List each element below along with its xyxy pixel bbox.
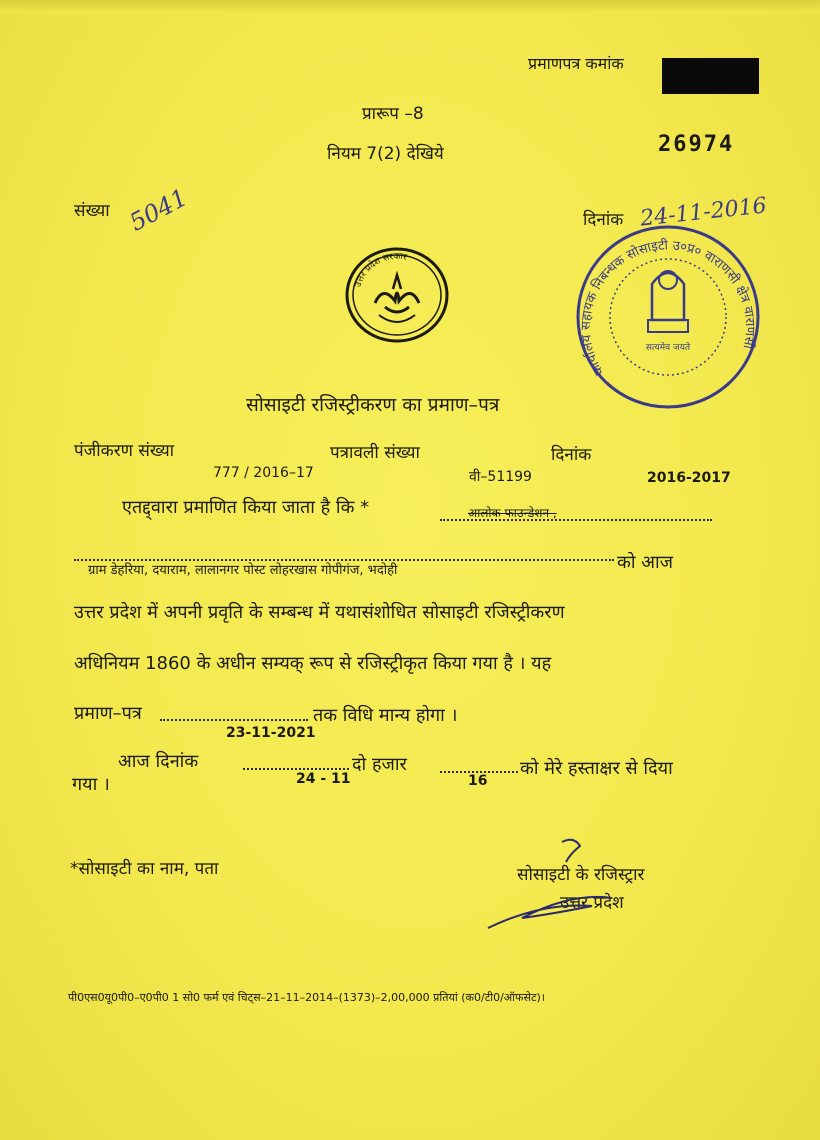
valid-until-value: 23-11-2021 — [226, 725, 316, 741]
svg-text:उत्तर प्रदेश सरकार: उत्तर प्रदेश सरकार — [353, 251, 408, 289]
certify-line: एतद्द्वारा प्रमाणित किया जाता है कि * — [122, 497, 370, 518]
file-number-value: वी–51199 — [469, 469, 532, 485]
reg-number-value: 777 / 2016–17 — [213, 465, 314, 481]
form-title: प्रारूप –8 — [362, 104, 424, 124]
body-line-4: अधिनियम 1860 के अधीन सम्यक् रूप से रजिस्ट्रीकृत किया गया है । यह — [74, 653, 552, 674]
form-rule: नियम 7(2) देखिये — [327, 144, 444, 164]
sankhya-label: संख्या — [74, 201, 110, 221]
reg-date-label: दिनांक — [551, 445, 592, 465]
footnote: *सोसाइटी का नाम, पता — [70, 859, 219, 879]
paper-top-edge — [0, 0, 820, 14]
body-line-5-end: तक विधि मान्य होगा । — [313, 705, 458, 726]
registered-today-text: को आज — [617, 552, 673, 573]
address-field — [74, 545, 614, 559]
file-number-label: पत्रावली संख्या — [330, 443, 420, 463]
society-name-value: आलोक फाउन्डेशन , — [468, 506, 557, 520]
certificate-title: सोसाइटी रजिस्ट्रीकरण का प्रमाण–पत्र — [246, 394, 500, 416]
svg-text:सत्यमेव जयते: सत्यमेव जयते — [645, 343, 691, 353]
reg-number-label: पंजीकरण संख्या — [74, 441, 175, 461]
dinank-handwritten: 24-11-2016 — [639, 193, 768, 232]
registrar-title: सोसाइटी के रजिस्ट्रार — [517, 865, 645, 885]
dinank-label: दिनांक — [583, 210, 624, 230]
two-thousand-text: दो हजार — [352, 754, 407, 775]
given-text: गया । — [72, 774, 110, 795]
signature-icon — [482, 832, 645, 932]
signature-given-text: को मेरे हस्ताक्षर से दिया — [520, 758, 673, 779]
sankhya-handwritten: 5041 — [125, 183, 193, 237]
body-line-5-start: प्रमाण–पत्र — [74, 703, 142, 724]
office-seal-icon — [570, 222, 766, 412]
registrar-state: उत्तर प्रदेश — [560, 893, 624, 913]
body-line-3: उत्तर प्रदेश में अपनी प्रवृति के सम्बन्ध में यथासंशोधित सोसाइटी रजिस्ट्रीकरण — [74, 602, 565, 623]
issue-date-label: आज दिनांक — [118, 751, 199, 772]
issue-year-value: 16 — [468, 773, 488, 789]
issue-day-field — [243, 754, 349, 768]
redacted-number — [662, 58, 759, 94]
print-line: पी0एस0यू0पी0–ए0पी0 1 सो0 फर्म एवं चिट्स–21–11–2014–(1373)–2,00,000 प्रतियां (क0/टी0/ऑफसेट)। — [68, 991, 545, 1004]
validity-field — [160, 705, 308, 719]
serial-number: 26974 — [658, 132, 735, 157]
address-value: ग्राम डेहरिया, दयाराम, लालानगर पोस्ट लोहरखास गोपीगंज, भदोही — [88, 563, 398, 578]
certificate-number-label: प्रमाणपत्र कमांक — [528, 54, 624, 73]
issue-year-field — [440, 757, 518, 771]
reg-date-value: 2016-2017 — [647, 470, 731, 486]
issue-day-value: 24 - 11 — [296, 771, 351, 787]
up-emblem-icon — [345, 245, 449, 343]
svg-text:कार्यालय सहायक निबन्धक सोसाइटी: कार्यालय सहायक निबन्धक सोसाइटी उ०प्र० वाराणसी क्षेत्र वाराणसी — [578, 238, 758, 378]
